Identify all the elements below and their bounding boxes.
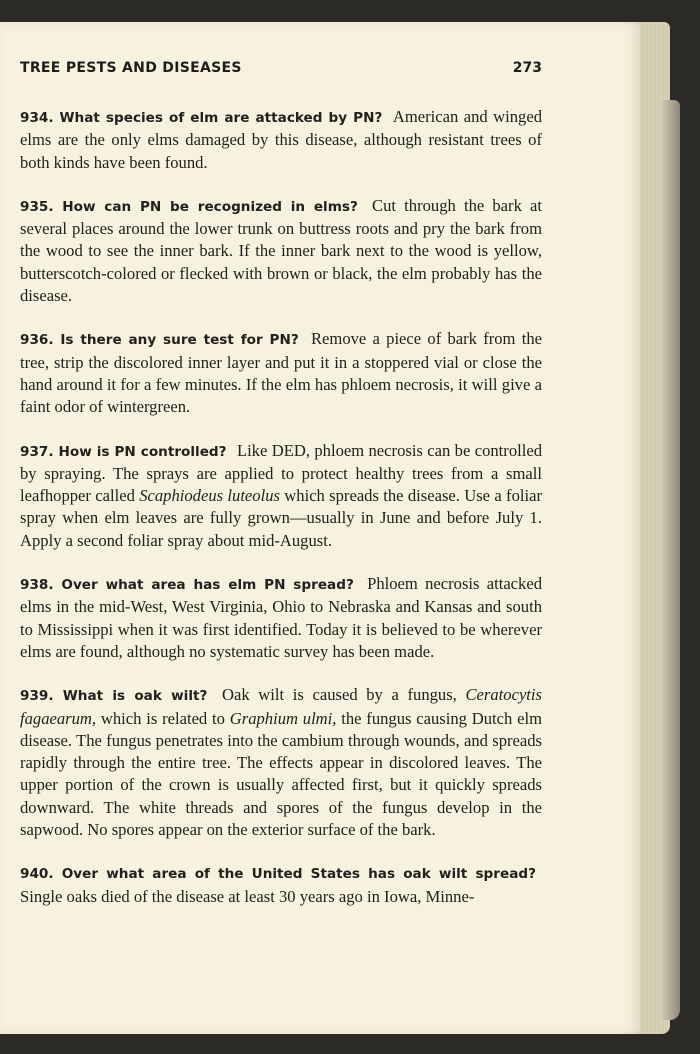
entry-940 <box>20 862 542 908</box>
answer-939-part-b: which is related to <box>100 708 225 728</box>
answer-934: American and winged elms are the only elms damaged by this disease, although resistant trees of both kinds have been found. <box>20 107 542 172</box>
entry-936 <box>20 328 542 418</box>
species-name-graphium: Graphium ulmi, <box>229 708 337 728</box>
page-edge-shadow <box>662 100 680 1020</box>
entry-937 <box>20 440 542 552</box>
page-number: 273 <box>512 60 542 76</box>
question-939: 939. What is oak wilt? <box>20 688 208 705</box>
entry-939 <box>20 684 542 841</box>
page-body <box>20 106 542 929</box>
answer-936: Remove a piece of bark from the tree, strip the discolored inner layer and put it in a stoppered vial or close the hand around it for a few minutes. If the elm has phloem necrosis, it will give a faint odor of wintergreen. <box>20 329 542 417</box>
answer-937-part-a: Like DED, phloem necrosis can be controlled by spraying. The sprays are applied to protect healthy trees from a small leafhopper called <box>20 440 542 506</box>
question-936: 936. Is there any sure test for PN? <box>20 332 299 349</box>
entry-934 <box>20 106 542 174</box>
answer-938: Phloem necrosis attacked elms in the mid-West, West Virginia, Ohio to Nebraska and Kansas and south to Mississippi when it was first identified. Today it is believed to be wherever elms are found, although no systematic survey has been made. <box>20 574 543 661</box>
answer-937-part-b: which spreads the disease. Use a foliar spray when elm leaves are fully grown—usually in June and before July 1. Apply a second foliar spray about mid-August. <box>20 486 542 550</box>
entry-935 <box>20 195 542 307</box>
running-head: TREE PESTS AND DISEASES <box>20 60 242 76</box>
entry-938 <box>20 573 542 663</box>
answer-935: Cut through the bark at several places around the lower trunk on buttress roots and pry the bark from the wood to see the inner bark. If the inner bark next to the wood is yellow, butterscotch-colored or flecked with brown or black, the elm probably has the disease. <box>20 195 543 306</box>
answer-940: Single oaks died of the disease at least 30 years ago in Iowa, Minne- <box>20 886 475 906</box>
question-937: 937. How is PN controlled? <box>20 443 227 460</box>
question-934: 934. What species of elm are attacked by PN? <box>20 110 383 126</box>
species-name-scaphiodeus: Scaphiodeus luteolus <box>139 486 280 506</box>
question-935: 935. How can PN be recognized in elms? <box>20 198 358 215</box>
species-name-ceratocytis: Ceratocytis fagaearum, <box>20 685 542 728</box>
answer-939-part-a: Oak wilt is caused by a fungus, <box>222 685 457 705</box>
page-header <box>20 60 542 84</box>
answer-939-part-c: the fungus causing Dutch elm disease. The fungus penetrates into the cambium through wounds, and spreads rapidly through the entire tree. The effects appear in discolored leaves. The upper portion of the crown is usually affected first, but it quickly spreads downward. The white threads and spores of the fungus develop in the sapwood. No spores appear on the exterior surface of the bark. <box>20 708 542 840</box>
question-940: 940. Over what area of the United States has oak wilt spread? <box>20 866 536 883</box>
question-938: 938. Over what area has elm PN spread? <box>20 577 354 594</box>
